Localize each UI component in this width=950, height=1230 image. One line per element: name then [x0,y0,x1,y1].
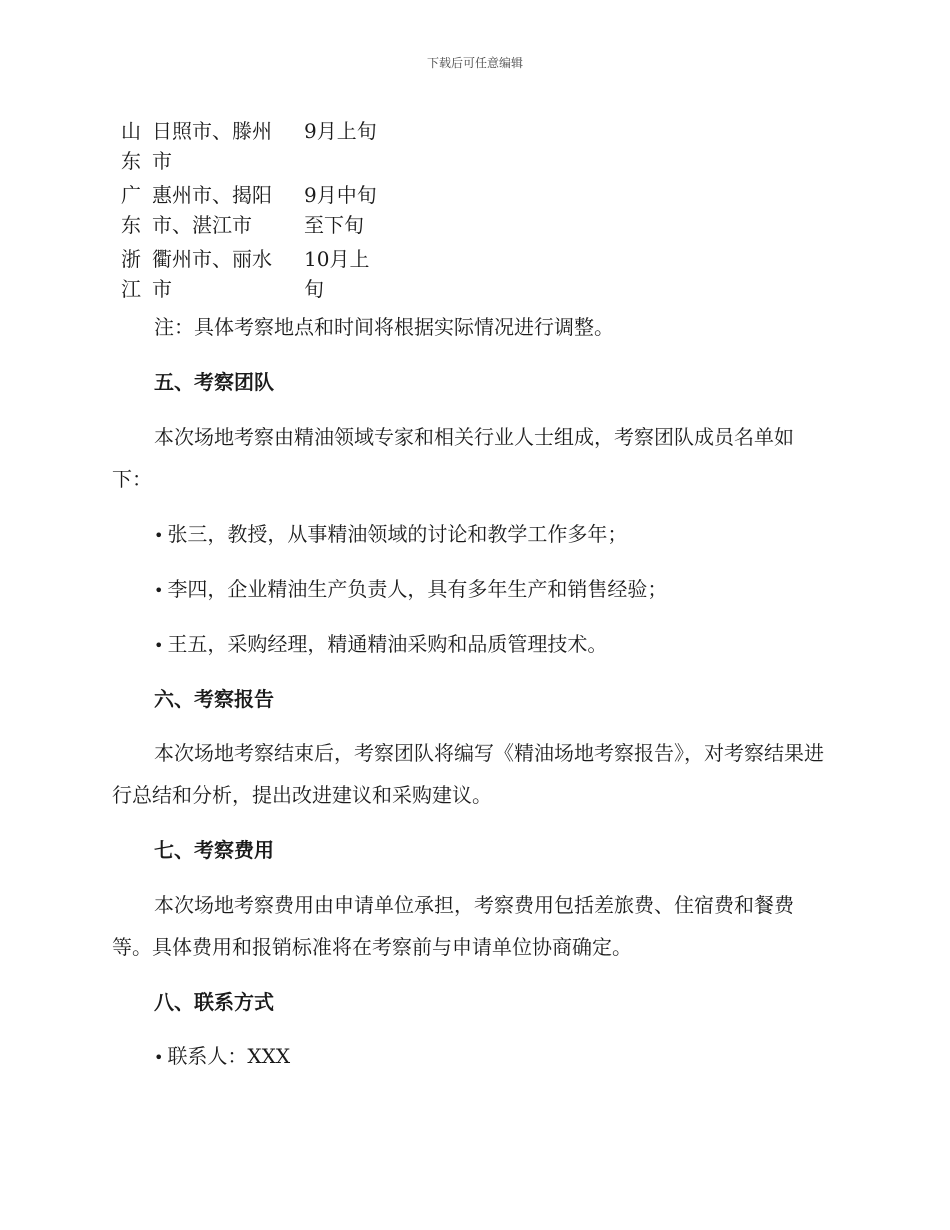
table-row [112,180,394,240]
team-intro: 本次场地考察由精油领域专家和相关行业人士组成，考察团队成员名单如下： [112,425,794,491]
schedule-table [112,116,394,308]
cost-body: 本次场地考察费用由申请单位承担，考察费用包括差旅费、住宿费和餐费等。具体费用和报销标准将在考察前与申请单位协商确定。 [112,893,794,959]
section-heading-report: 六、考察报告 [154,687,274,711]
province-cell [112,244,152,304]
province-text: 东 [121,149,141,173]
time-cell [304,244,394,304]
section-heading-cost: 七、考察费用 [154,838,274,862]
member-item [154,519,627,551]
cities-cell [152,180,304,240]
time-cell [304,116,394,176]
table-row [112,244,394,304]
member-text: 王五，采购经理，精通精油采购和品质管理技术。 [167,632,608,656]
page-header: 下载后可任意编辑 [426,56,523,70]
cities-cell [152,116,304,176]
cities-text: 衢州市、丽水 [152,247,272,271]
cities-cell [152,244,304,304]
province-text: 浙 [121,247,141,271]
time-text: 9月中旬 [304,183,377,207]
section-heading-team: 五、考察团队 [154,370,274,394]
member-item [154,574,667,606]
schedule-note: 注：具体考察地点和时间将根据实际情况进行调整。 [154,315,614,339]
section-heading-contact: 八、联系方式 [154,990,274,1014]
time-cell [304,180,394,240]
cities-text: 市 [152,149,172,173]
time-text: 10月上 [304,247,370,271]
report-body: 本次场地考察结束后，考察团队将编写《精油场地考察报告》，对考察结果进行总结和分析，提出改进建议和采购建议。 [112,741,824,807]
time-text: 至下旬 [304,213,364,237]
province-text: 山 [121,119,141,143]
time-text: 9月上旬 [304,119,377,143]
cities-text: 日照市、滕州 [152,119,272,143]
bullet-dot-icon: • [154,636,164,655]
table-row [112,116,394,176]
bullet-dot-icon: • [154,1048,164,1067]
member-text: 李四，企业精油生产负责人，具有多年生产和销售经验； [167,577,668,601]
bullet-dot-icon: • [154,581,164,600]
cities-text: 市、湛江市 [152,213,252,237]
member-item [154,629,607,661]
member-text: 张三，教授，从事精油领域的讨论和教学工作多年； [167,522,628,546]
contact-item [154,1041,290,1073]
cities-text: 市 [152,277,172,301]
time-text: 旬 [304,277,324,301]
province-text: 广 [121,183,141,207]
bullet-dot-icon: • [154,526,164,545]
province-cell [112,180,152,240]
province-text: 东 [121,213,141,237]
contact-text: 联系人：XXX [167,1044,291,1068]
cities-text: 惠州市、揭阳 [152,183,272,207]
province-cell [112,116,152,176]
province-text: 江 [121,277,141,301]
